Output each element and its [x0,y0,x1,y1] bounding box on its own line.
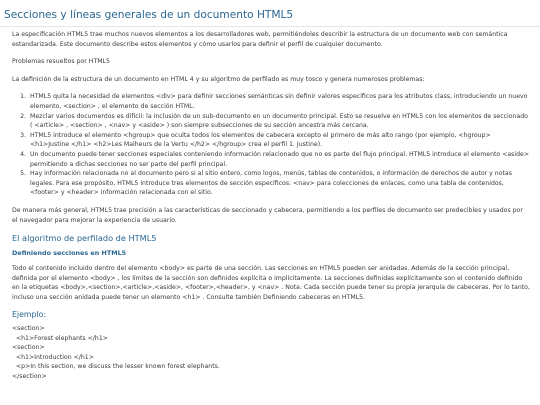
list-item: 5. Hay información relacionada no al documento pero si al sitio entero, como logos, menús, tablas de contenidos, o información de derechos de autor y notas legales. Para ese propósito, HTML5 introduce tres elementos de sección específicos: <nav> para colecciones de enlaces, como una tabla de contenidos, <footer> y <header> información relacionada con el sitio. [28,169,530,198]
code-line: <h1>Forest elephants </h1> [12,334,108,342]
code-line: <section> [12,325,45,333]
article-body [12,30,530,381]
code-line: <p>In this section, we discuss the lesser known forest elephants. [12,363,220,371]
title-divider [0,26,540,27]
problems-heading: Problemas resueltos por HTML5 [12,58,110,66]
algorithm-heading: El algoritmo de perfilado de HTML5 [12,233,157,244]
code-line: <section> [12,344,45,352]
code-example [12,324,530,380]
problems-list [12,92,530,198]
list-item: 2. Mezclar varios documentos es difícil: la inclusión de un sub-documento en un documento principal. Esto se resuelve en HTML5 con los elementos de seccionado ( <article> , <section> , <nav> y <aside> ) son siempre subsecciones de su sección ancestra más cercana. [28,112,530,131]
list-item: 3. HTML5 introduce el elemento <hgroup> que oculta todos los elementos de cabecera excepto el primero de más alto rango (por ejemplo, <hgroup> <h1>Justine </h1> <h2>Les Malheurs de la Vertu </h2> </hgroup> crea el perfil 1. Justine). [28,131,530,150]
list-item: 4. Un documento puede tener secciones especiales conteniendo información relacionado que no es parte del flujo principal. HTML5 introduce el elemento <aside> permitiendo a dichas secciones no ser parte del perfil principal. [28,150,530,169]
defining-sections-paragraph: Todo el contenido incluido dentro del elemento <body> es parte de una sección. Las secciones en HTML5 pueden ser anidadas. Además de la sección principal, definida por el elemento <body> , los límites de la sección son definidos explícita o implícitamente. La secciones definidas explícitamente son el contenido definido en la etiquetas <body>,<section>,<article>,<aside>, <footer>,<header>, y <nav> . Nota: Cada sección puede tener su propia jerarquía de cabeceras. Por lo tanto, incluso una sección anidada puede tener un elemento <h1> . Consulte también Definiendo cabeceras en HTML5. [12,265,530,301]
example-heading: Ejemplo: [12,310,46,320]
page-title: Secciones y líneas generales de un documento HTML5 [4,9,294,21]
problems-intro: La definición de la estructura de un documento en HTML 4 y su algoritmo de perfilado es muy tosco y genera numerosos problemas: [12,75,425,83]
summary-paragraph: De manera más general, HTML5 trae precisión a las características de seccionado y cabecera, permitiendo a los perfiles de documento ser predecibles y usados por el navegador para mejorar la experiencia de usuario. [12,206,523,224]
defining-sections-heading: Definiendo secciones en HTML5 [12,249,127,258]
code-line: <h1>Introduction </h1> [12,353,94,361]
intro-paragraph: La especificación HTML5 trae muchos nuevos elementos a los desarrolladores web, permitiéndoles describir la estructura de un documento web con semántica estandarizada. Este documento describe estos elementos y cómo usarlos para definir el perfil de cualquier documento. [12,31,508,48]
code-line: </section> [12,372,47,380]
list-item: 1. HTML5 quita la necesidad de elementos <div> para definir secciones semánticas sin definir valores específicos para los atributos class, introduciendo un nuevo elemento, <section> , el elemento de sección HTML. [28,92,530,111]
